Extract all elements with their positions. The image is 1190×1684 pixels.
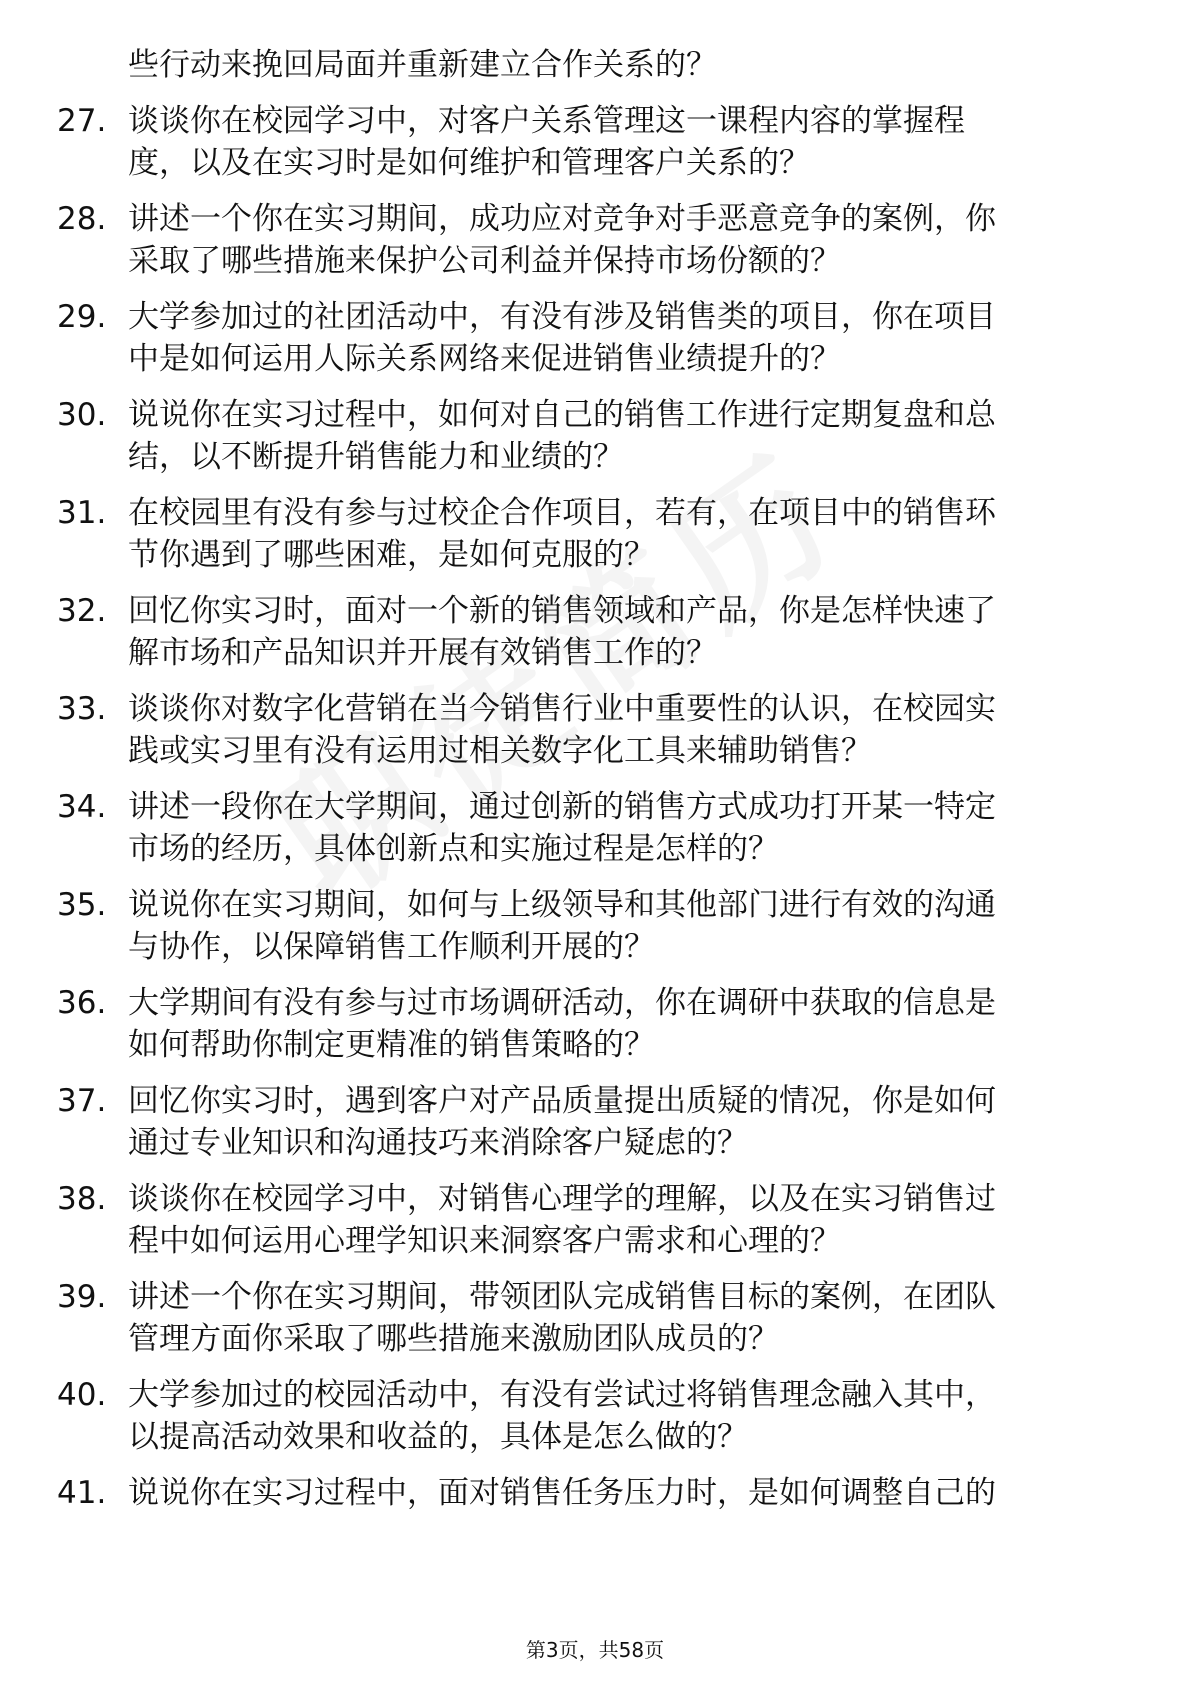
question-text-line-2: 管理方面你采取了哪些措施来激励团队成员的？ xyxy=(128,1321,779,1357)
continuation-line: 些行动来挽回局面并重新建立合作关系的？ xyxy=(128,47,717,83)
question-item xyxy=(0,884,1190,968)
question-text-line-1: 回忆你实习时，面对一个新的销售领域和产品，你是怎样快速了 xyxy=(128,593,996,629)
question-number: 27. xyxy=(57,103,107,139)
question-item xyxy=(0,394,1190,478)
page-footer: 第3页，共58页 xyxy=(525,1638,665,1662)
question-text-line-1: 回忆你实习时，遇到客户对产品质量提出质疑的情况，你是如何 xyxy=(128,1083,996,1119)
question-number: 31. xyxy=(57,495,107,531)
question-item xyxy=(0,198,1190,282)
question-text-line-1: 在校园里有没有参与过校企合作项目，若有，在项目中的销售环 xyxy=(128,495,996,531)
question-number: 32. xyxy=(57,593,107,629)
question-text-line-2: 结，以不断提升销售能力和业绩的？ xyxy=(128,439,624,475)
question-number: 37. xyxy=(57,1083,107,1119)
question-item xyxy=(0,1374,1190,1458)
question-item xyxy=(0,492,1190,576)
question-text-line-2: 解市场和产品知识并开展有效销售工作的？ xyxy=(128,635,717,671)
question-number: 41. xyxy=(57,1475,107,1511)
question-text-line-2: 程中如何运用心理学知识来洞察客户需求和心理的？ xyxy=(128,1223,841,1259)
question-text-line-2: 践或实习里有没有运用过相关数字化工具来辅助销售？ xyxy=(128,733,872,769)
question-number: 28. xyxy=(57,201,107,237)
question-text-line-1: 说说你在实习过程中，面对销售任务压力时，是如何调整自己的 xyxy=(128,1475,996,1511)
question-text-line-2: 如何帮助你制定更精准的销售策略的？ xyxy=(128,1027,655,1063)
question-number: 35. xyxy=(57,887,107,923)
question-number: 36. xyxy=(57,985,107,1021)
question-text-line-1: 讲述一段你在大学期间，通过创新的销售方式成功打开某一特定 xyxy=(128,789,996,825)
question-text-line-1: 大学期间有没有参与过市场调研活动，你在调研中获取的信息是 xyxy=(128,985,996,1021)
question-text-line-2: 与协作，以保障销售工作顺利开展的？ xyxy=(128,929,655,965)
question-text-line-1: 谈谈你对数字化营销在当今销售行业中重要性的认识，在校园实 xyxy=(128,691,996,727)
question-item xyxy=(0,1178,1190,1262)
question-item xyxy=(0,296,1190,380)
question-text-line-1: 大学参加过的校园活动中，有没有尝试过将销售理念融入其中， xyxy=(128,1377,996,1413)
question-text-line-1: 讲述一个你在实习期间，成功应对竞争对手恶意竞争的案例，你 xyxy=(128,201,996,237)
question-item xyxy=(0,1472,1190,1556)
question-item xyxy=(0,982,1190,1066)
question-text-line-2: 度，以及在实习时是如何维护和管理客户关系的？ xyxy=(128,145,810,181)
question-text-line-1: 谈谈你在校园学习中，对销售心理学的理解，以及在实习销售过 xyxy=(128,1181,996,1217)
question-text-line-2: 中是如何运用人际关系网络来促进销售业绩提升的？ xyxy=(128,341,841,377)
question-number: 40. xyxy=(57,1377,107,1413)
question-number: 33. xyxy=(57,691,107,727)
question-text-line-1: 讲述一个你在实习期间，带领团队完成销售目标的案例，在团队 xyxy=(128,1279,996,1315)
question-text-line-1: 大学参加过的社团活动中，有没有涉及销售类的项目，你在项目 xyxy=(128,299,996,335)
question-text-line-1: 谈谈你在校园学习中，对客户关系管理这一课程内容的掌握程 xyxy=(128,103,965,139)
question-text-line-1: 说说你在实习期间，如何与上级领导和其他部门进行有效的沟通 xyxy=(128,887,996,923)
question-item xyxy=(0,786,1190,870)
question-item xyxy=(0,1080,1190,1164)
question-text-line-2: 通过专业知识和沟通技巧来消除客户疑虑的？ xyxy=(128,1125,748,1161)
question-text-line-2: 节你遇到了哪些困难，是如何克服的？ xyxy=(128,537,655,573)
question-item xyxy=(0,590,1190,674)
question-item xyxy=(0,1276,1190,1360)
question-number: 29. xyxy=(57,299,107,335)
question-text-line-2: 采取了哪些措施来保护公司利益并保持市场份额的？ xyxy=(128,243,841,279)
question-text-line-1: 说说你在实习过程中，如何对自己的销售工作进行定期复盘和总 xyxy=(128,397,996,433)
question-item xyxy=(0,688,1190,772)
question-item xyxy=(0,100,1190,184)
question-text-line-2: 市场的经历，具体创新点和实施过程是怎样的？ xyxy=(128,831,779,867)
question-number: 30. xyxy=(57,397,107,433)
question-number: 38. xyxy=(57,1181,107,1217)
question-text-line-2: 以提高活动效果和收益的，具体是怎么做的？ xyxy=(128,1419,748,1455)
question-number: 39. xyxy=(57,1279,107,1315)
question-number: 34. xyxy=(57,789,107,825)
